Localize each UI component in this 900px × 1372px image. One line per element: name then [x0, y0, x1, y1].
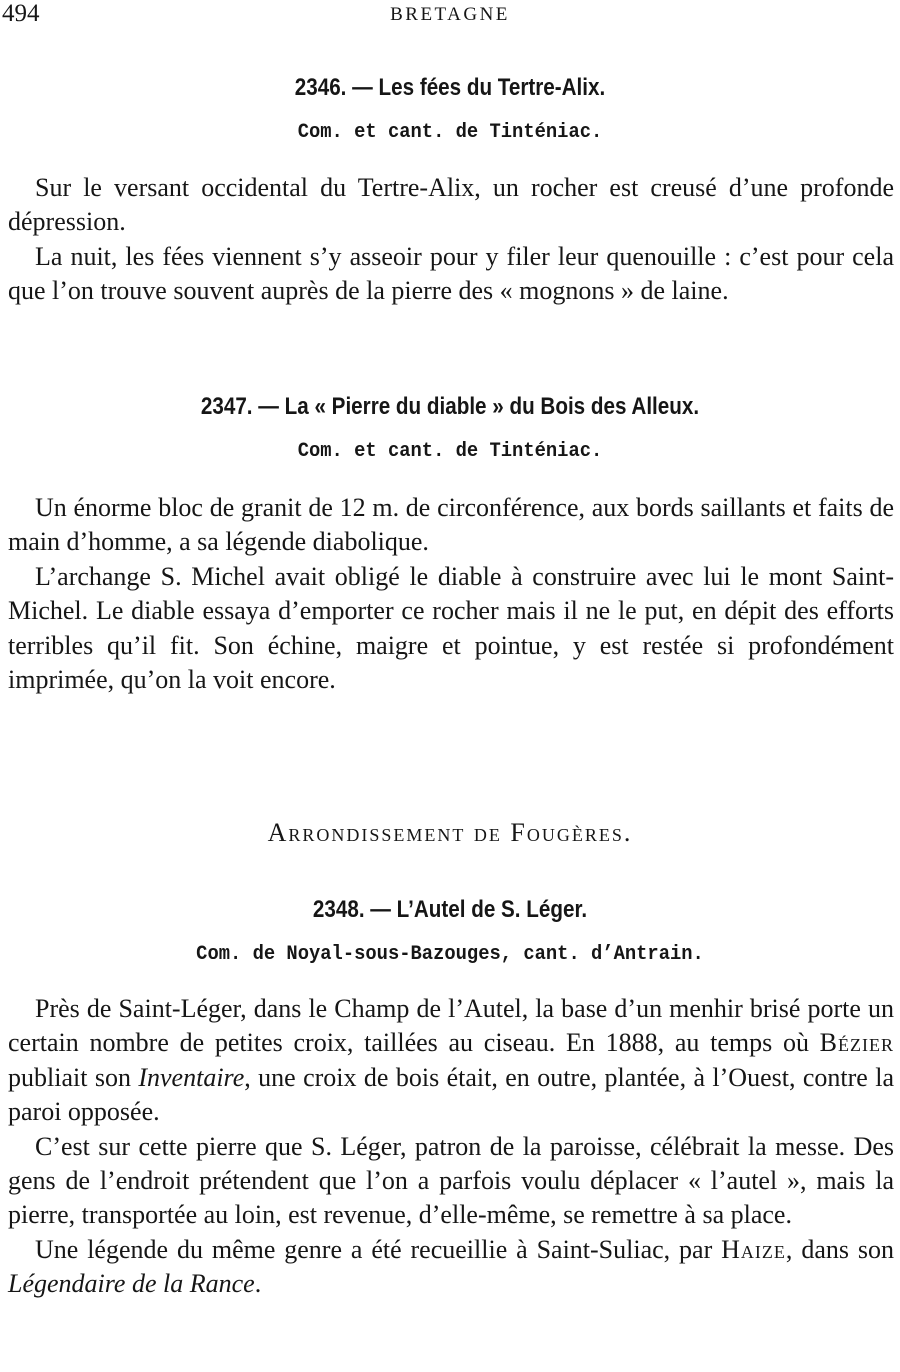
author-name: Bézier	[819, 1028, 894, 1058]
work-title: Inventaire	[138, 1062, 245, 1092]
text-run: .	[254, 1269, 262, 1299]
text-run: Une légende du même genre a été recueillie à Saint-Suliac, par	[35, 1234, 722, 1264]
running-title: BRETAGNE	[390, 4, 510, 25]
entry-text-2346	[8, 171, 894, 309]
text-run: , une croix de bois était, en outre, plantée, à l’Ouest, contre la paroi opposée.	[8, 1062, 894, 1127]
entry-commune-2348: Com. de Noyal-sous-Bazouges, cant. d’Antrain.	[196, 943, 704, 966]
paragraph: La nuit, les fées viennent s’y asseoir pour y filer leur quenouille : c’est pour cela que l’on trouve souvent auprès de la pierre des « mognons » de laine.	[8, 241, 894, 306]
entry-title-2347: 2347. — La « Pierre du diable » du Bois des Alleux.	[200, 393, 700, 420]
paragraph	[8, 992, 894, 1130]
text-run: publiait son	[8, 1062, 139, 1092]
page-number: 494	[2, 0, 40, 27]
entry-title-2346: 2346. — Les fées du Tertre-Alix.	[294, 74, 606, 101]
entry-title-2348: 2348. — L’Autel de S. Léger.	[312, 896, 588, 923]
text-run: , dans son	[785, 1234, 894, 1264]
paragraph: L’archange S. Michel avait obligé le diable à construire avec lui le mont Saint-Michel. Le diable essaya d’emporter ce rocher mais il ne le put, en dépit des efforts terribles qu’il fit. Son échine, maigre et pointue, y est restée si profondément imprimée, qu’on la voit encore.	[8, 561, 894, 695]
entry-commune-2346: Com. et cant. de Tinténiac.	[297, 121, 603, 144]
paragraph: Un énorme bloc de granit de 12 m. de circonférence, aux bords saillants et faits de main d’homme, a sa légende diabolique.	[8, 493, 894, 557]
work-title: Légendaire de la Rance	[8, 1269, 255, 1299]
arrondissement-heading: Arrondissement de Fougères.	[267, 818, 633, 847]
text-run: Près de Saint-Léger, dans le Champ de l’Autel, la base d’un menhir brisé porte un certain nombre de petites croix, taillées au ciseau. En 1888, au temps où	[8, 994, 894, 1058]
entry-text-2348	[8, 992, 894, 1302]
running-header	[0, 0, 900, 34]
entry-commune-2347: Com. et cant. de Tinténiac.	[297, 440, 603, 463]
paragraph: Sur le versant occidental du Tertre-Alix, un rocher est creusé d’une profonde dépression.	[8, 173, 894, 237]
paragraph: C’est sur cette pierre que S. Léger, patron de la paroisse, célébrait la messe. Des gens de l’endroit prétendent que l’on a parfois voulu déplacer « l’autel », mais la pierre, transportée au loin, est revenue, d’elle-même, se remettre à sa place.	[8, 1131, 894, 1230]
entry-text-2347	[8, 491, 894, 697]
paragraph	[8, 1233, 894, 1302]
author-name: Haize	[721, 1234, 786, 1264]
